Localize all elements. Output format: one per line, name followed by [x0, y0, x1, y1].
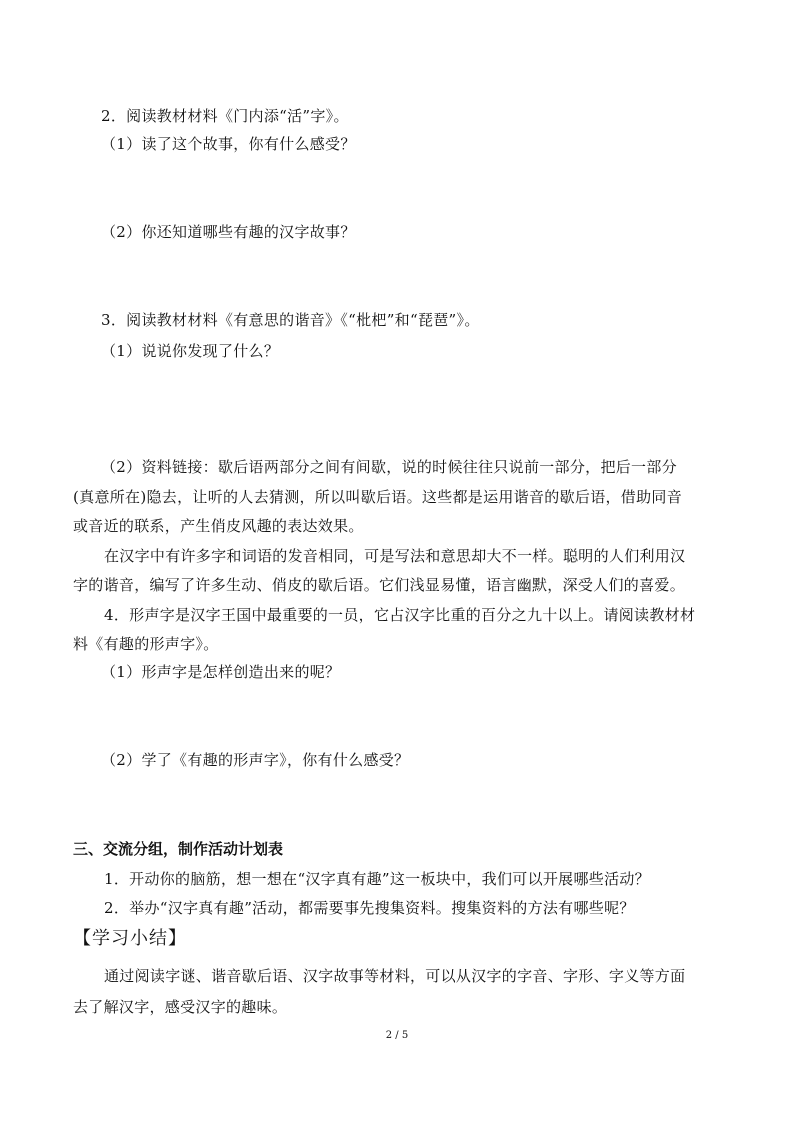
item2-title: 2．阅读教材材料《门内添“活”字》。	[101, 107, 349, 125]
section3-item-1: 1．开动你的脑筋，想一想在“汉字真有趣”这一板块中，我们可以开展哪些活动？	[104, 870, 650, 888]
item3-question-2-line-1: （2）资料链接：歇后语两部分之间有间歇，说的时候往往只说前一部分，把后一部分	[101, 458, 677, 476]
section3-item-2: 2．举办“汉字真有趣”活动，都需要事先搜集资料。搜集资料的方法有哪些呢？	[104, 899, 635, 917]
summary-line-2: 去了解汉字，感受汉字的趣味。	[73, 998, 288, 1016]
item3-paragraph-line-1: 在汉字中有许多字和词语的发音相同，可是写法和意思却大不一样。聪明的人们利用汉	[104, 547, 686, 565]
item4-question-1: （1）形声字是怎样创造出来的呢？	[101, 663, 341, 681]
page-number: 2 / 5	[385, 1030, 409, 1041]
item2-question-2: （2）你还知道哪些有趣的汉字故事？	[101, 223, 356, 241]
item3-question-2-line-3: 或音近的联系，产生俏皮风趣的表达效果。	[73, 517, 364, 535]
item4-question-2: （2）学了《有趣的形声字》，你有什么感受？	[101, 751, 410, 769]
item4-title-line-2: 料《有趣的形声字》。	[73, 635, 219, 653]
section3-heading: 三、交流分组，制作活动计划表	[73, 840, 284, 858]
item3-question-2-line-2: (真意所在)隐去，让听的人去猜测，所以叫歇后语。这些都是运用谐音的歇后语，借助同音	[73, 488, 683, 506]
item2-question-1: （1）读了这个故事，你有什么感受？	[101, 135, 356, 153]
item3-question-1: （1）说说你发现了什么？	[101, 342, 280, 360]
item3-paragraph-line-2: 字的谐音，编写了许多生动、俏皮的歇后语。它们浅显易懂，语言幽默，深受人们的喜爱。	[73, 576, 686, 594]
summary-heading: 【学习小结】	[73, 928, 187, 949]
item4-title-line-1: 4．形声字是汉字王国中最重要的一员，它占汉字比重的百分之九十以上。请阅读教材材	[104, 606, 696, 624]
item3-title: 3．阅读教材材料《有意思的谐音》《“枇杷”和“琵琶”》。	[101, 311, 480, 329]
summary-line-1: 通过阅读字谜、谐音歇后语、汉字故事等材料，可以从汉字的字音、字形、字义等方面	[104, 967, 686, 985]
